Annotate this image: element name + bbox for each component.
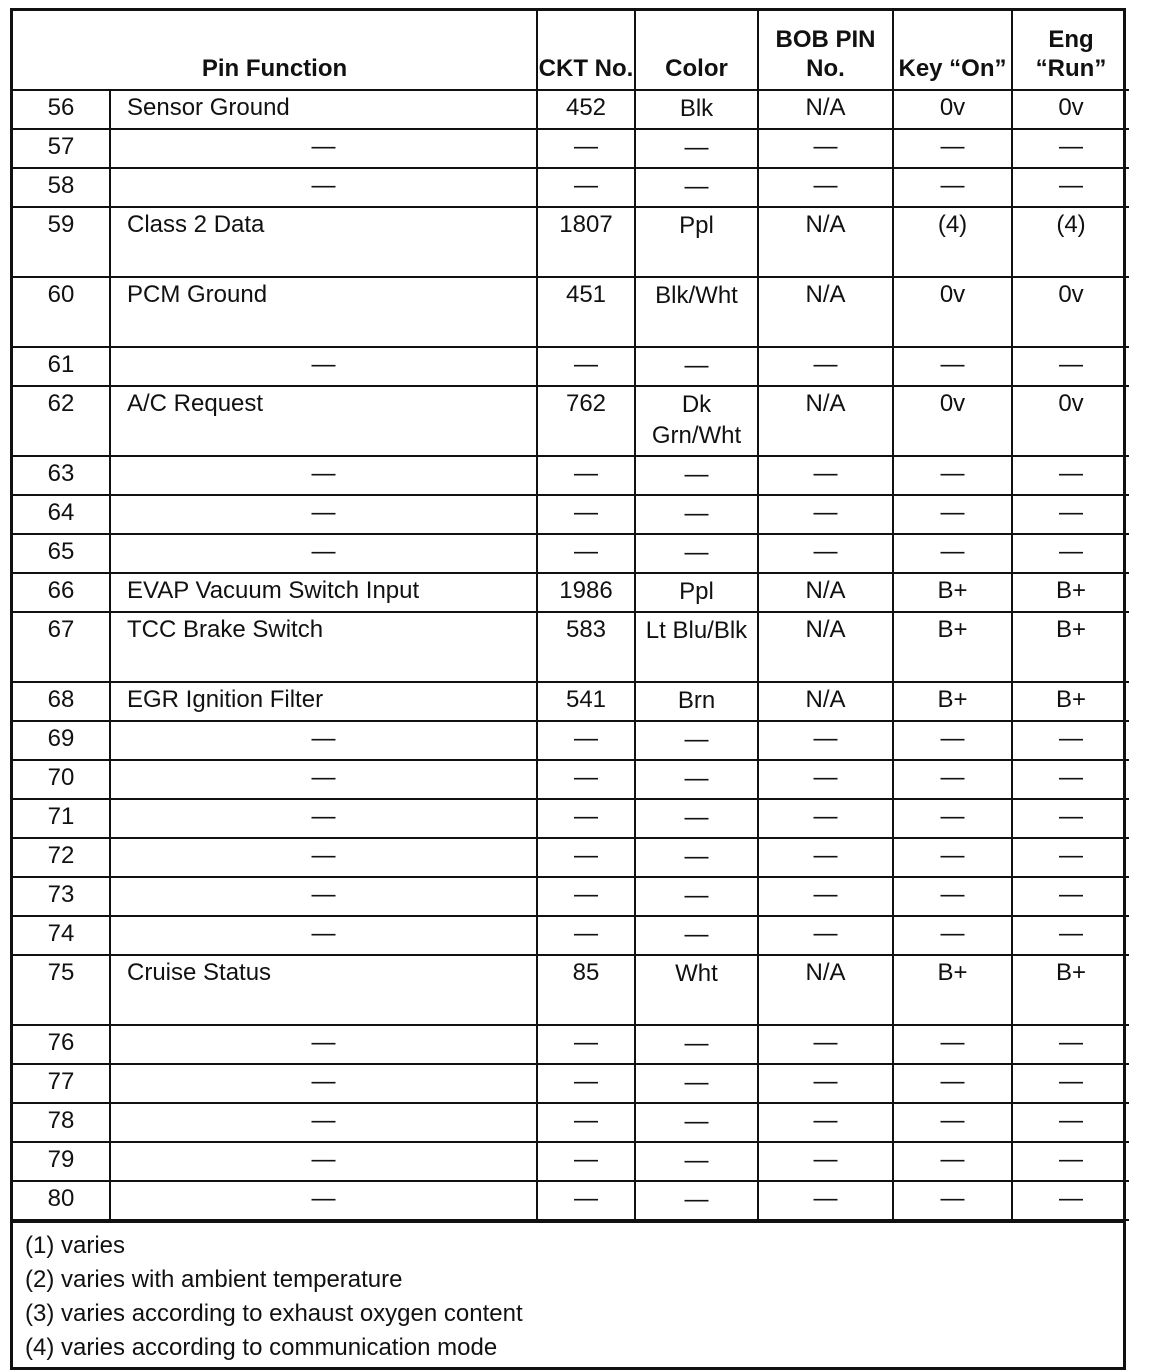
footnote: (1) varies bbox=[25, 1232, 126, 1259]
pin-function-cell: — bbox=[110, 838, 537, 877]
table-row bbox=[13, 534, 1129, 573]
table-row bbox=[13, 1064, 1129, 1103]
key-on-cell: B+ bbox=[893, 612, 1012, 682]
eng-run-cell: B+ bbox=[1012, 682, 1129, 721]
pin-function-cell: — bbox=[110, 877, 537, 916]
pin-number-cell: 60 bbox=[13, 277, 110, 347]
header-pin-function: Pin Function bbox=[13, 11, 537, 90]
ckt-no-cell: 1807 bbox=[537, 207, 635, 277]
ckt-no-cell: — bbox=[537, 916, 635, 955]
ckt-no-cell: — bbox=[537, 838, 635, 877]
table-row bbox=[13, 877, 1129, 916]
table-row bbox=[13, 1181, 1129, 1220]
table-row bbox=[13, 277, 1129, 347]
eng-run-cell: — bbox=[1012, 1103, 1129, 1142]
ckt-no-cell: 1986 bbox=[537, 573, 635, 612]
bob-pin-cell: — bbox=[758, 347, 893, 386]
wire-color-cell: Blk bbox=[635, 90, 758, 129]
bob-pin-cell: N/A bbox=[758, 573, 893, 612]
eng-run-cell: — bbox=[1012, 1025, 1129, 1064]
pin-number-cell: 76 bbox=[13, 1025, 110, 1064]
footnote: (4) varies according to communication mode bbox=[25, 1334, 498, 1361]
eng-run-cell: — bbox=[1012, 1064, 1129, 1103]
ckt-no-cell: — bbox=[537, 1181, 635, 1220]
pin-table-container bbox=[10, 8, 1126, 1370]
wire-color-cell: — bbox=[635, 456, 758, 495]
table-body bbox=[13, 90, 1129, 1220]
table-row bbox=[13, 1103, 1129, 1142]
eng-run-cell: — bbox=[1012, 347, 1129, 386]
key-on-cell: — bbox=[893, 1103, 1012, 1142]
ckt-no-cell: — bbox=[537, 877, 635, 916]
ckt-no-cell: 85 bbox=[537, 955, 635, 1025]
wire-color-cell: Blk/Wht bbox=[635, 277, 758, 347]
table-row bbox=[13, 90, 1129, 129]
pin-function-cell: Cruise Status bbox=[110, 955, 537, 1025]
table-row bbox=[13, 682, 1129, 721]
bob-pin-cell: N/A bbox=[758, 386, 893, 456]
key-on-cell: — bbox=[893, 168, 1012, 207]
pin-number-cell: 66 bbox=[13, 573, 110, 612]
ckt-no-cell: 583 bbox=[537, 612, 635, 682]
bob-pin-cell: — bbox=[758, 721, 893, 760]
wire-color-cell: — bbox=[635, 1103, 758, 1142]
footnotes bbox=[13, 1221, 1123, 1367]
pin-number-cell: 62 bbox=[13, 386, 110, 456]
pin-number-cell: 79 bbox=[13, 1142, 110, 1181]
wire-color-cell: — bbox=[635, 129, 758, 168]
table-row bbox=[13, 168, 1129, 207]
table-row bbox=[13, 1142, 1129, 1181]
key-on-cell: — bbox=[893, 721, 1012, 760]
pin-function-cell: — bbox=[110, 1142, 537, 1181]
pin-function-cell: — bbox=[110, 916, 537, 955]
wire-color-cell: — bbox=[635, 721, 758, 760]
table-row bbox=[13, 916, 1129, 955]
ckt-no-cell: — bbox=[537, 129, 635, 168]
key-on-cell: — bbox=[893, 916, 1012, 955]
wire-color-cell: — bbox=[635, 1181, 758, 1220]
eng-run-cell: — bbox=[1012, 760, 1129, 799]
bob-pin-cell: — bbox=[758, 916, 893, 955]
eng-run-cell: — bbox=[1012, 1142, 1129, 1181]
pin-table bbox=[13, 11, 1129, 1221]
eng-run-cell: — bbox=[1012, 534, 1129, 573]
wire-color-cell: Ppl bbox=[635, 573, 758, 612]
key-on-cell: B+ bbox=[893, 682, 1012, 721]
wire-color-cell: — bbox=[635, 799, 758, 838]
pin-function-cell: — bbox=[110, 1064, 537, 1103]
key-on-cell: — bbox=[893, 495, 1012, 534]
table-row bbox=[13, 456, 1129, 495]
bob-pin-cell: — bbox=[758, 495, 893, 534]
pin-number-cell: 69 bbox=[13, 721, 110, 760]
footnote: (3) varies according to exhaust oxygen content bbox=[25, 1300, 523, 1327]
bob-pin-cell: — bbox=[758, 168, 893, 207]
key-on-cell: 0v bbox=[893, 386, 1012, 456]
key-on-cell: — bbox=[893, 1064, 1012, 1103]
key-on-cell: 0v bbox=[893, 90, 1012, 129]
ckt-no-cell: 762 bbox=[537, 386, 635, 456]
bob-pin-cell: — bbox=[758, 456, 893, 495]
bob-pin-cell: — bbox=[758, 534, 893, 573]
key-on-cell: — bbox=[893, 877, 1012, 916]
wire-color-cell: — bbox=[635, 534, 758, 573]
ckt-no-cell: 452 bbox=[537, 90, 635, 129]
ckt-no-cell: — bbox=[537, 1025, 635, 1064]
ckt-no-cell: — bbox=[537, 1064, 635, 1103]
pin-function-cell: PCM Ground bbox=[110, 277, 537, 347]
pin-function-cell: Class 2 Data bbox=[110, 207, 537, 277]
key-on-cell: — bbox=[893, 799, 1012, 838]
bob-pin-cell: — bbox=[758, 1025, 893, 1064]
table-row bbox=[13, 386, 1129, 456]
ckt-no-cell: — bbox=[537, 347, 635, 386]
key-on-cell: — bbox=[893, 1142, 1012, 1181]
table-row bbox=[13, 207, 1129, 277]
bob-pin-cell: — bbox=[758, 799, 893, 838]
ckt-no-cell: — bbox=[537, 1103, 635, 1142]
key-on-cell: (4) bbox=[893, 207, 1012, 277]
wire-color-cell: Dk Grn/Wht bbox=[635, 386, 758, 456]
wire-color-cell: Brn bbox=[635, 682, 758, 721]
wire-color-cell: Wht bbox=[635, 955, 758, 1025]
key-on-cell: B+ bbox=[893, 955, 1012, 1025]
eng-run-cell: — bbox=[1012, 838, 1129, 877]
table-row bbox=[13, 495, 1129, 534]
header-ckt-no: CKT No. bbox=[537, 11, 635, 90]
eng-run-cell: — bbox=[1012, 1181, 1129, 1220]
key-on-cell: — bbox=[893, 760, 1012, 799]
pin-number-cell: 58 bbox=[13, 168, 110, 207]
table-row bbox=[13, 347, 1129, 386]
pin-number-cell: 74 bbox=[13, 916, 110, 955]
pin-number-cell: 59 bbox=[13, 207, 110, 277]
table-row bbox=[13, 573, 1129, 612]
pin-number-cell: 63 bbox=[13, 456, 110, 495]
pin-number-cell: 71 bbox=[13, 799, 110, 838]
table-row bbox=[13, 799, 1129, 838]
table-header-row bbox=[13, 11, 1129, 90]
eng-run-cell: 0v bbox=[1012, 386, 1129, 456]
header-color: Color bbox=[635, 11, 758, 90]
eng-run-cell: — bbox=[1012, 721, 1129, 760]
key-on-cell: — bbox=[893, 456, 1012, 495]
pin-number-cell: 64 bbox=[13, 495, 110, 534]
eng-run-cell: 0v bbox=[1012, 90, 1129, 129]
bob-pin-cell: — bbox=[758, 1103, 893, 1142]
pin-function-cell: — bbox=[110, 799, 537, 838]
pin-function-cell: — bbox=[110, 1025, 537, 1064]
eng-run-cell: B+ bbox=[1012, 955, 1129, 1025]
wire-color-cell: — bbox=[635, 168, 758, 207]
pin-function-cell: Sensor Ground bbox=[110, 90, 537, 129]
pin-number-cell: 56 bbox=[13, 90, 110, 129]
ckt-no-cell: — bbox=[537, 495, 635, 534]
pin-function-cell: — bbox=[110, 534, 537, 573]
ckt-no-cell: 541 bbox=[537, 682, 635, 721]
wire-color-cell: — bbox=[635, 838, 758, 877]
pin-number-cell: 72 bbox=[13, 838, 110, 877]
ckt-no-cell: — bbox=[537, 456, 635, 495]
pin-function-cell: EGR Ignition Filter bbox=[110, 682, 537, 721]
pin-function-cell: A/C Request bbox=[110, 386, 537, 456]
eng-run-cell: (4) bbox=[1012, 207, 1129, 277]
pin-function-cell: — bbox=[110, 1181, 537, 1220]
pin-function-cell: — bbox=[110, 760, 537, 799]
pin-function-cell: EVAP Vacuum Switch Input bbox=[110, 573, 537, 612]
key-on-cell: — bbox=[893, 347, 1012, 386]
bob-pin-cell: — bbox=[758, 1064, 893, 1103]
key-on-cell: B+ bbox=[893, 573, 1012, 612]
pin-number-cell: 73 bbox=[13, 877, 110, 916]
eng-run-cell: — bbox=[1012, 456, 1129, 495]
ckt-no-cell: — bbox=[537, 721, 635, 760]
ckt-no-cell: — bbox=[537, 760, 635, 799]
pin-number-cell: 80 bbox=[13, 1181, 110, 1220]
eng-run-cell: 0v bbox=[1012, 277, 1129, 347]
pin-number-cell: 77 bbox=[13, 1064, 110, 1103]
key-on-cell: — bbox=[893, 129, 1012, 168]
eng-run-cell: — bbox=[1012, 799, 1129, 838]
wire-color-cell: — bbox=[635, 1064, 758, 1103]
header-eng-run: Eng “Run” bbox=[1012, 11, 1129, 90]
bob-pin-cell: — bbox=[758, 838, 893, 877]
eng-run-cell: — bbox=[1012, 168, 1129, 207]
bob-pin-cell: N/A bbox=[758, 682, 893, 721]
pin-function-cell: — bbox=[110, 347, 537, 386]
pin-number-cell: 67 bbox=[13, 612, 110, 682]
ckt-no-cell: 451 bbox=[537, 277, 635, 347]
pin-number-cell: 61 bbox=[13, 347, 110, 386]
pin-function-cell: — bbox=[110, 168, 537, 207]
bob-pin-cell: N/A bbox=[758, 955, 893, 1025]
wire-color-cell: — bbox=[635, 495, 758, 534]
wire-color-cell: — bbox=[635, 877, 758, 916]
wire-color-cell: Lt Blu/Blk bbox=[635, 612, 758, 682]
pin-function-cell: — bbox=[110, 456, 537, 495]
pin-number-cell: 78 bbox=[13, 1103, 110, 1142]
wire-color-cell: — bbox=[635, 347, 758, 386]
table-row bbox=[13, 129, 1129, 168]
table-row bbox=[13, 760, 1129, 799]
pin-number-cell: 68 bbox=[13, 682, 110, 721]
pin-function-cell: — bbox=[110, 495, 537, 534]
eng-run-cell: B+ bbox=[1012, 612, 1129, 682]
bob-pin-cell: — bbox=[758, 129, 893, 168]
eng-run-cell: — bbox=[1012, 495, 1129, 534]
bob-pin-cell: — bbox=[758, 760, 893, 799]
table-row bbox=[13, 838, 1129, 877]
pin-function-cell: — bbox=[110, 1103, 537, 1142]
header-bob-pin-no: BOB PIN No. bbox=[758, 11, 893, 90]
bob-pin-cell: — bbox=[758, 877, 893, 916]
footnote: (2) varies with ambient temperature bbox=[25, 1266, 403, 1293]
pin-number-cell: 57 bbox=[13, 129, 110, 168]
key-on-cell: — bbox=[893, 1181, 1012, 1220]
table-row bbox=[13, 1025, 1129, 1064]
wire-color-cell: — bbox=[635, 916, 758, 955]
pin-number-cell: 70 bbox=[13, 760, 110, 799]
pin-number-cell: 65 bbox=[13, 534, 110, 573]
wire-color-cell: Ppl bbox=[635, 207, 758, 277]
table-row bbox=[13, 955, 1129, 1025]
bob-pin-cell: — bbox=[758, 1142, 893, 1181]
ckt-no-cell: — bbox=[537, 168, 635, 207]
ckt-no-cell: — bbox=[537, 1142, 635, 1181]
bob-pin-cell: N/A bbox=[758, 612, 893, 682]
wire-color-cell: — bbox=[635, 1025, 758, 1064]
key-on-cell: — bbox=[893, 534, 1012, 573]
header-key-on: Key “On” bbox=[893, 11, 1012, 90]
table-row bbox=[13, 721, 1129, 760]
pin-function-cell: — bbox=[110, 129, 537, 168]
bob-pin-cell: N/A bbox=[758, 90, 893, 129]
eng-run-cell: B+ bbox=[1012, 573, 1129, 612]
eng-run-cell: — bbox=[1012, 916, 1129, 955]
pin-number-cell: 75 bbox=[13, 955, 110, 1025]
wire-color-cell: — bbox=[635, 760, 758, 799]
key-on-cell: — bbox=[893, 1025, 1012, 1064]
ckt-no-cell: — bbox=[537, 799, 635, 838]
eng-run-cell: — bbox=[1012, 877, 1129, 916]
ckt-no-cell: — bbox=[537, 534, 635, 573]
key-on-cell: — bbox=[893, 838, 1012, 877]
pin-function-cell: TCC Brake Switch bbox=[110, 612, 537, 682]
wire-color-cell: — bbox=[635, 1142, 758, 1181]
pin-function-cell: — bbox=[110, 721, 537, 760]
eng-run-cell: — bbox=[1012, 129, 1129, 168]
bob-pin-cell: N/A bbox=[758, 277, 893, 347]
bob-pin-cell: — bbox=[758, 1181, 893, 1220]
table-row bbox=[13, 612, 1129, 682]
bob-pin-cell: N/A bbox=[758, 207, 893, 277]
key-on-cell: 0v bbox=[893, 277, 1012, 347]
